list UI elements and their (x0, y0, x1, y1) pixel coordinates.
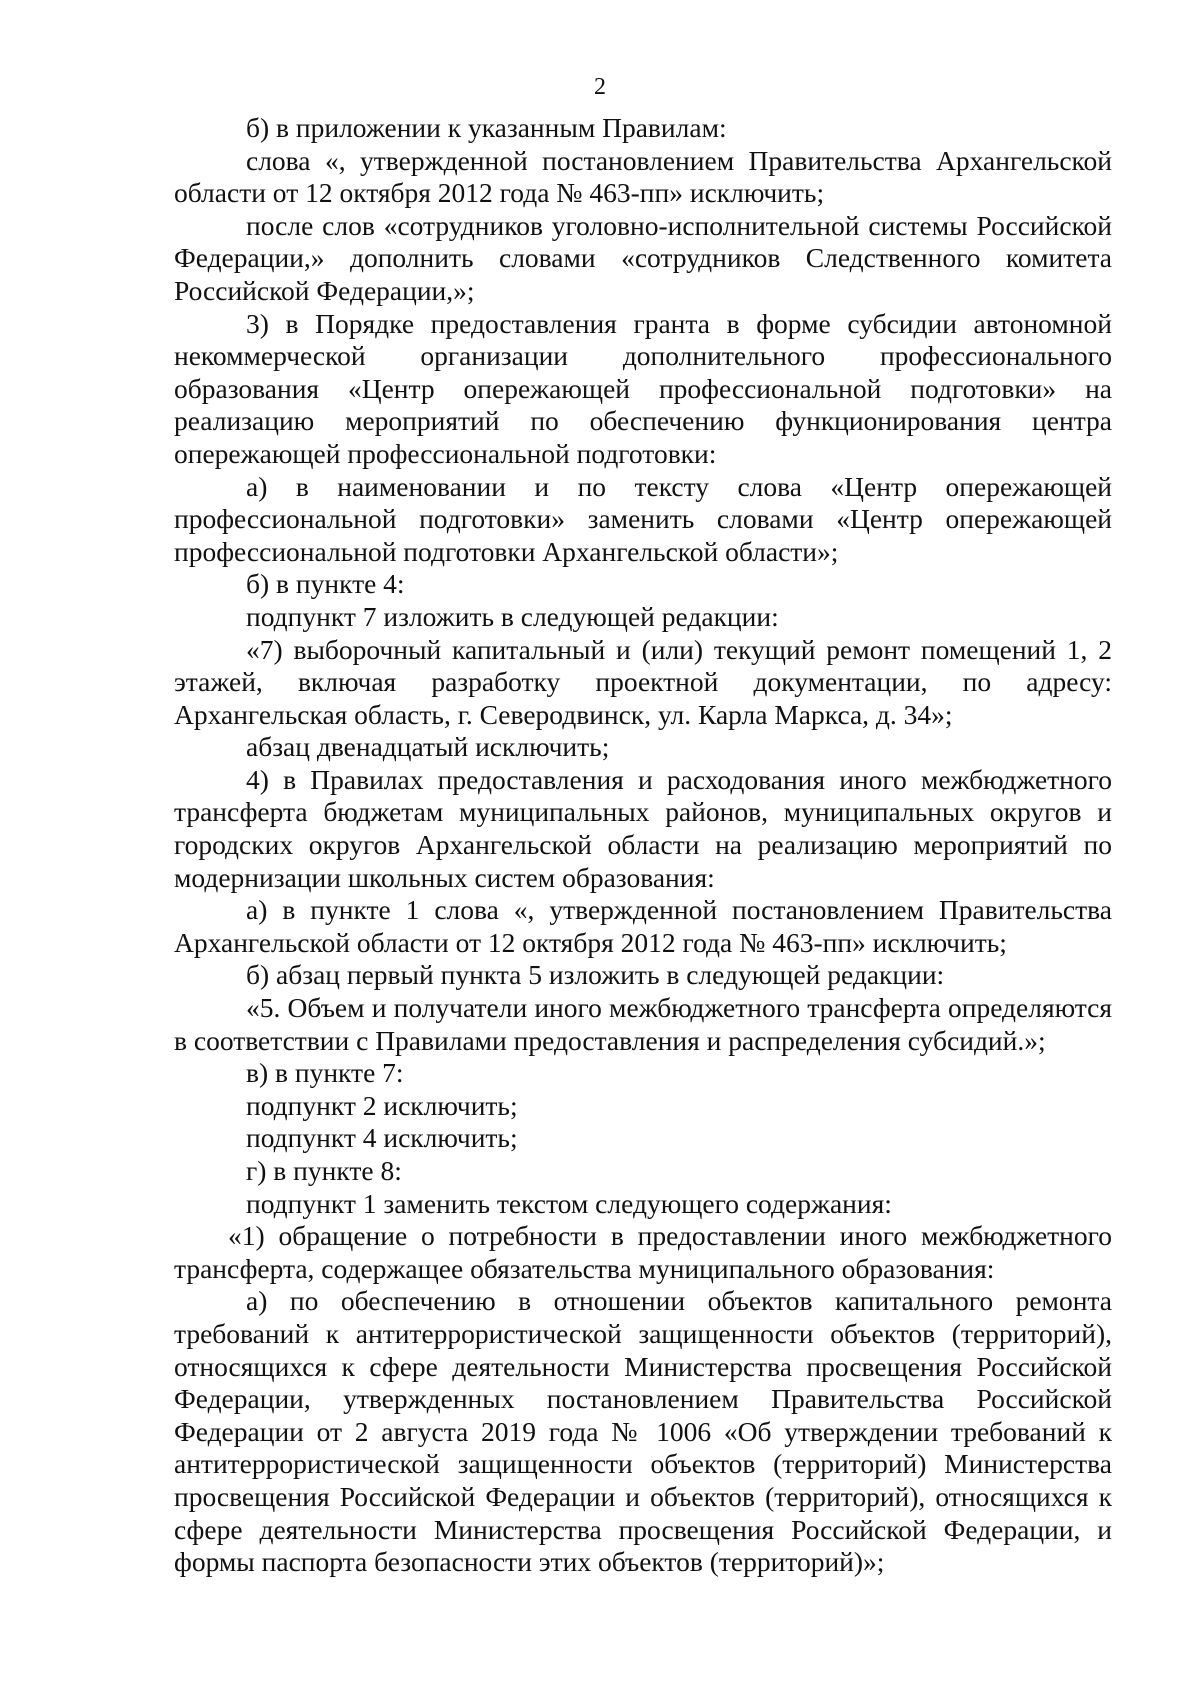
paragraph-subitem-1a: а) по обеспечению в отношении объектов капитального ремонта требований к антитеррористической защищенности объектов (территорий), относящихся к сфере деятельности Министерства просвещения Российской Федерации, утвержденных постановлением Правительства Российской Федерации от 2 августа 2019 года № 1006 «Об утверждении требований к антитеррористической защищенности объектов (территорий) Министерства просвещения Российской Федерации и объектов (территорий), относящихся к сфере деятельности Министерства просвещения Российской Федерации, и формы паспорта безопасности этих объектов (территорий)»; (174, 1285, 1112, 1578)
paragraph-item-4b: б) абзац первый пункта 5 изложить в следующей редакции: (246, 959, 945, 991)
paragraph-subitem-1-replace: подпункт 1 заменить текстом следующего содержания: (246, 1187, 892, 1219)
paragraph-subitem-4-exclude: подпункт 4 исключить; (246, 1122, 518, 1154)
paragraph-abzac-12: абзац двенадцатый исключить; (246, 731, 610, 763)
paragraph-words-exclude-1: слова «, утвержденной постановлением Правительства Архангельской области от 12 октября 2012 года № 463-пп» исключить; (174, 144, 1112, 209)
paragraph-appendix-intro: б) в приложении к указанным Правилам: (246, 112, 727, 143)
paragraph-item-3: 3) в Порядке предоставления гранта в форме субсидии автономной некоммерческой организации дополнительного профессионального образования «Центр опережающей профессиональной подготовки» на реализацию мероприятий по обеспечению функционирования центра опережающей профессиональной подготовки: (174, 307, 1112, 469)
paragraph-subitem-1-text: «1) обращение о потребности в предоставлении иного межбюджетного трансферта, содержащее обязательства муниципального образования: (174, 1220, 1112, 1284)
paragraph-subitem-7-intro: подпункт 7 изложить в следующей редакции: (246, 600, 779, 632)
paragraph-item-4v: в) в пункте 7: (246, 1057, 404, 1089)
paragraph-subitem-2-exclude: подпункт 2 исключить; (246, 1089, 518, 1121)
paragraph-item-4g: г) в пункте 8: (246, 1155, 402, 1186)
document-body (174, 112, 1112, 1579)
paragraph-after-words: после слов «сотрудников уголовно-исполнительной системы Российской Федерации,» дополнить словами «сотрудников Следственного комитета Российской Федерации,»; (174, 209, 1112, 306)
paragraph-item-4: 4) в Правилах предоставления и расходования иного межбюджетного трансферта бюджетам муниципальных районов, муниципальных округов и городских округов Архангельской области на реализацию мероприятий по модернизации школьных систем образования: (174, 763, 1112, 893)
paragraph-item-5-text: «5. Объем и получатели иного межбюджетного трансферта определяются в соответствии с Правилами предоставления и распределения субсидий.»; (174, 992, 1112, 1056)
paragraph-item-4a: а) в пункте 1 слова «, утвержденной постановлением Правительства Архангельской области от 12 октября 2012 года № 463-пп» исключить; (174, 894, 1112, 958)
paragraph-subitem-7-text: «7) выборочный капитальный и (или) текущий ремонт помещений 1, 2 этажей, включая разработку проектной документации, по адресу: Архангельская область, г. Северодвинск, ул. Карла Маркса, д. 34»; (174, 633, 1112, 730)
paragraph-item-3a: а) в наименовании и по тексту слова «Центр опережающей профессиональной подготовки» заменить словами «Центр опережающей профессиональной подготовки Архангельской области»; (174, 470, 1112, 567)
page-number: 2 (594, 74, 606, 100)
paragraph-item-3b: б) в пункте 4: (246, 568, 405, 600)
